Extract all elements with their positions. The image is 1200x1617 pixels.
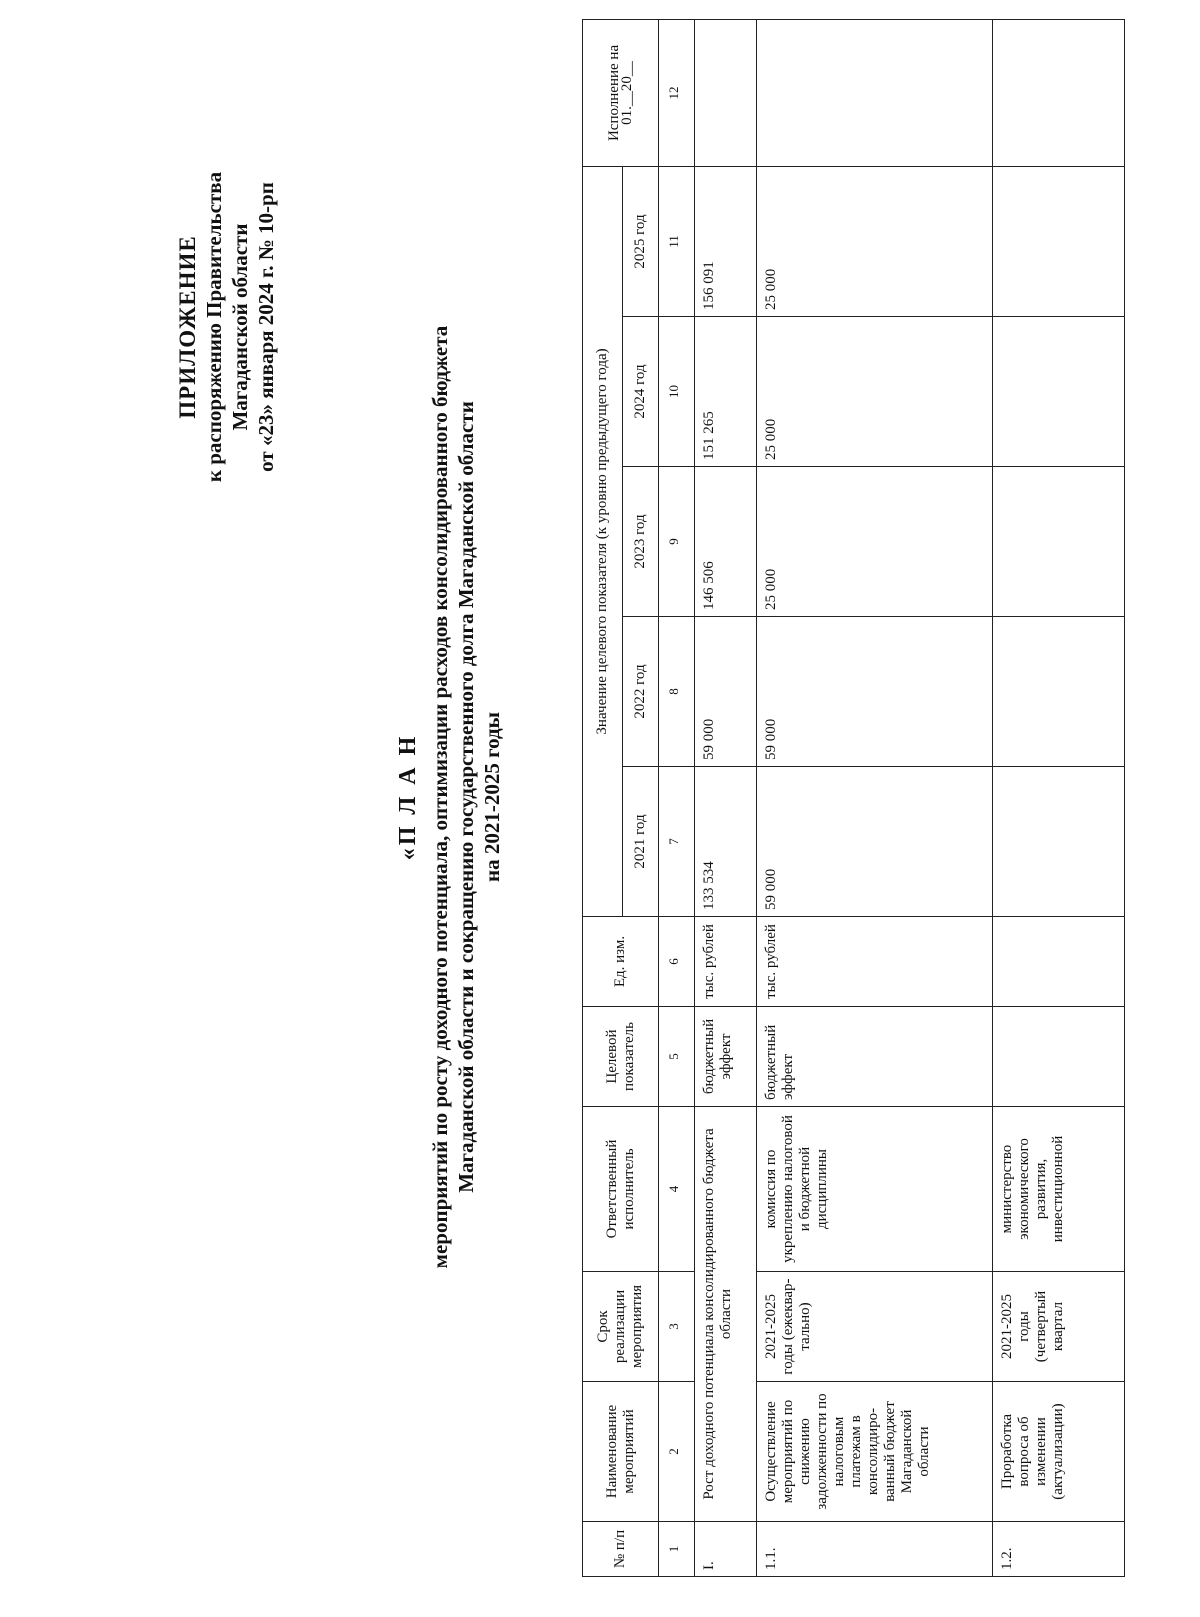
header-year-2021: 2021 год — [623, 767, 659, 917]
header-name: Наименование мероприятий — [583, 1382, 659, 1522]
section-indicator: бюджетный эффект — [695, 1007, 757, 1107]
row-value-2022 — [993, 617, 1125, 767]
header-year-2024: 2024 год — [623, 317, 659, 467]
section-value-2023: 146 506 — [695, 467, 757, 617]
row-value-2023: 25 000 — [757, 467, 993, 617]
column-number-row — [659, 19, 695, 1576]
row-term: 2021-2025 годы (ежеквар-тально) — [757, 1272, 993, 1382]
row-value-2024 — [993, 317, 1125, 467]
row-name: Проработка вопроса об изменении (актуализации) — [993, 1382, 1125, 1522]
col-number: 9 — [659, 467, 695, 617]
col-number: 10 — [659, 317, 695, 467]
row-num: 1.1. — [757, 1522, 993, 1577]
row-value-2024: 25 000 — [757, 317, 993, 467]
plan-heading: «П Л А Н — [395, 733, 421, 861]
col-number: 12 — [659, 19, 695, 166]
row-responsible: министерство экономического развития, инвестиционной — [993, 1107, 1125, 1272]
row-value-2021: 59 000 — [757, 767, 993, 917]
header-responsible: Ответственный исполнитель — [583, 1107, 659, 1272]
appendix-line-3: от «23» января 2024 г. № 10-рп — [254, 182, 278, 472]
section-value-2021: 133 534 — [695, 767, 757, 917]
plan-table — [582, 19, 1125, 1577]
appendix-block — [175, 47, 279, 607]
plan-title-block — [395, 107, 505, 1487]
row-responsible: комиссия по укреплению налоговой и бюджетной дисциплины — [757, 1107, 993, 1272]
col-number: 11 — [659, 166, 695, 316]
header-num: № п/п — [583, 1522, 659, 1577]
col-number: 4 — [659, 1107, 695, 1272]
header-year-2022: 2022 год — [623, 617, 659, 767]
section-value-2022: 59 000 — [695, 617, 757, 767]
row-execution — [757, 19, 993, 166]
appendix-heading: ПРИЛОЖЕНИЕ — [175, 235, 200, 419]
row-indicator — [993, 1007, 1125, 1107]
header-year-2025: 2025 год — [623, 166, 659, 316]
section-value-2024: 151 265 — [695, 317, 757, 467]
header-value-group: Значение целевого показателя (к уровню предыдущего года) — [583, 166, 623, 916]
row-num: 1.2. — [993, 1522, 1125, 1577]
col-number: 8 — [659, 617, 695, 767]
section-unit: тыс. рублей — [695, 917, 757, 1007]
col-number: 3 — [659, 1272, 695, 1382]
header-unit: Ед. изм. — [583, 917, 659, 1007]
header-execution: Исполнение на 01.__20__ — [583, 19, 659, 166]
row-unit: тыс. рублей — [757, 917, 993, 1007]
col-number: 2 — [659, 1382, 695, 1522]
col-number: 6 — [659, 917, 695, 1007]
row-value-2025 — [993, 166, 1125, 316]
row-term: 2021-2025 годы (четвертый квартал — [993, 1272, 1125, 1382]
row-unit — [993, 917, 1125, 1007]
row-indicator: бюджетный эффект — [757, 1007, 993, 1107]
header-year-2023: 2023 год — [623, 467, 659, 617]
row-value-2022: 59 000 — [757, 617, 993, 767]
header-indicator: Целевой показатель — [583, 1007, 659, 1107]
section-execution — [695, 19, 757, 166]
header-row-1 — [583, 19, 623, 1576]
section-row — [695, 19, 757, 1576]
row-value-2025: 25 000 — [757, 166, 993, 316]
section-title: Рост доходного потенциала консолидированного бюджета области — [695, 1107, 757, 1522]
row-name: Осуществление мероприятий по снижению задолженности по налоговым платежам в консолидиро-ванный бюджет Магаданской области — [757, 1382, 993, 1522]
row-execution — [993, 19, 1125, 166]
plan-title-line-2: Магаданской области и сокращению государственного долга Магаданской области — [454, 401, 478, 1193]
appendix-line-2: Магаданской области — [228, 223, 252, 431]
section-num: I. — [695, 1522, 757, 1577]
appendix-line-1: к распоряжению Правительства — [202, 171, 226, 483]
plan-title-line-1: мероприятий по росту доходного потенциала, оптимизации расходов консолидированного бюджета — [428, 325, 452, 1269]
col-number: 1 — [659, 1522, 695, 1577]
header-term: Срок реализации мероприятия — [583, 1272, 659, 1382]
table-row — [993, 19, 1125, 1576]
table-row — [757, 19, 993, 1576]
col-number: 5 — [659, 1007, 695, 1107]
section-value-2025: 156 091 — [695, 166, 757, 316]
row-value-2021 — [993, 767, 1125, 917]
plan-title-line-3: на 2021-2025 годы — [480, 711, 504, 883]
col-number: 7 — [659, 767, 695, 917]
row-value-2023 — [993, 467, 1125, 617]
